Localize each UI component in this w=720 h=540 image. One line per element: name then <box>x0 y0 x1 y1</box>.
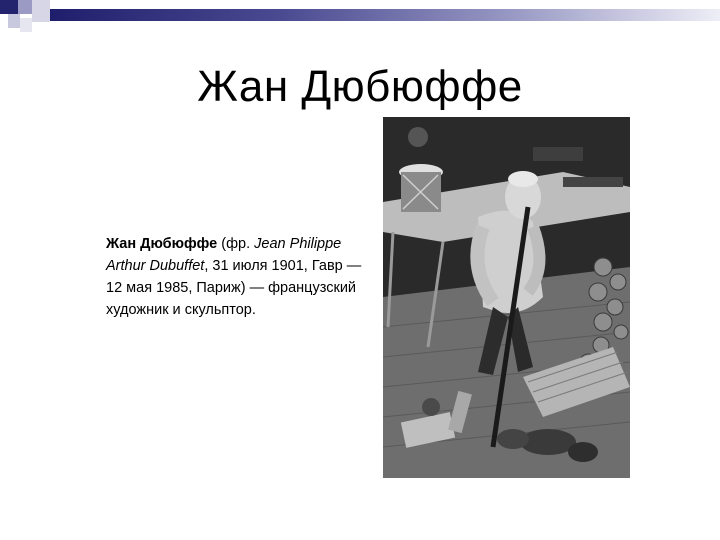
artist-photo <box>383 117 630 478</box>
header-gradient-bar <box>50 9 720 21</box>
decor-square <box>8 14 20 28</box>
bio-name: Жан Дюбюффе <box>106 236 218 252</box>
slide-title: Жан Дюбюффе <box>197 62 523 111</box>
decor-square <box>20 18 32 32</box>
bio-rest: , 31 июля 1901, Гавр — 12 мая 1985, Париж) — французский художник и скульптор. <box>106 258 362 318</box>
decor-square <box>0 0 18 14</box>
bio-text <box>106 233 362 321</box>
bio-original-name: Jean Philippe Arthur Dubuffet <box>106 236 342 274</box>
bio-prefix: (фр. <box>217 236 255 252</box>
decor-square <box>32 0 50 22</box>
decor-square <box>18 0 32 14</box>
